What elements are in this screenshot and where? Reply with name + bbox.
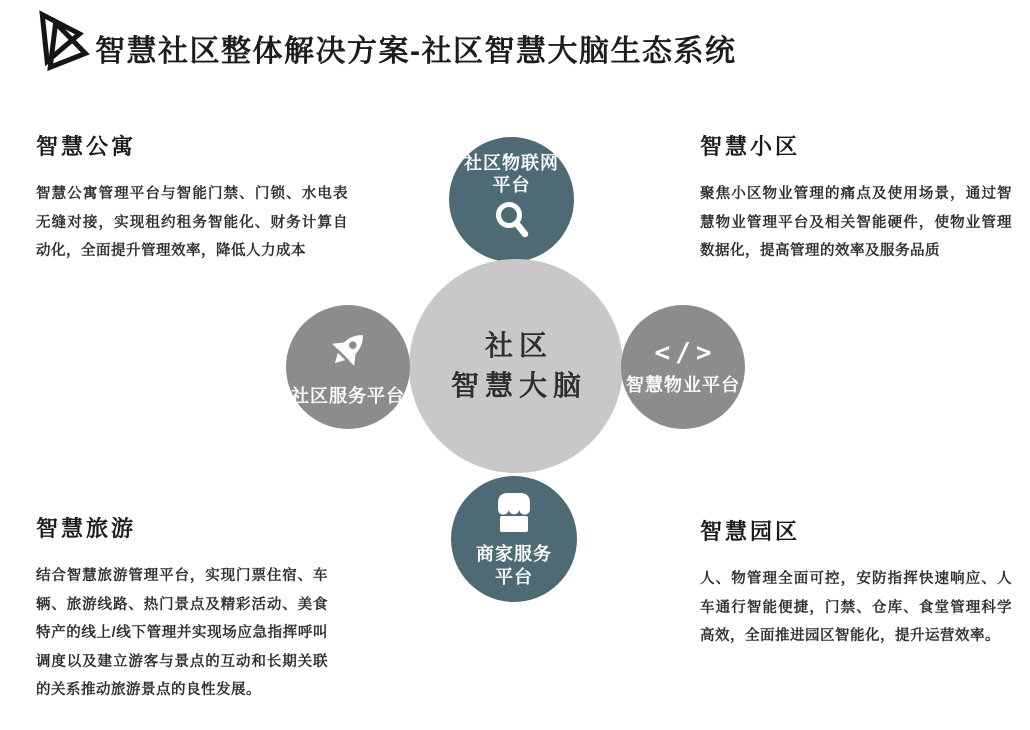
page-title: 智慧社区整体解决方案-社区智慧大脑生态系统 [95,35,737,68]
node-iot-label-line1: 社区物联网 [464,153,559,173]
section-tourism [36,512,328,705]
storefront-icon [490,490,538,539]
code-icon: </> [654,337,717,368]
magnifier-icon [492,200,532,247]
section-apartment-title: 智慧公寓 [36,134,137,159]
section-community-body: 聚焦小区物业管理的痛点及使用场景，通过智慧物业管理平台及相关智能硬件，使物业管理数据化，提高管理的效率及服务品质 [700,186,1012,259]
section-park-body: 人、物管理全面可控，安防指挥快速响应、人车通行智能便捷，门禁、仓库、食堂管理科学高效，全面推进园区智能化，提升运营效率。 [700,571,1012,644]
node-property-label: 智慧物业平台 [626,374,740,395]
section-park [700,515,1012,651]
node-merchant-platform [451,476,577,602]
section-tourism-body: 结合智慧旅游管理平台，实现门票住宿、车辆、旅游线路、热门景点及精彩活动、美食特产的线上/线下管理并实现场应急指挥呼叫调度以及建立游客与景点的互动和长期关联的关系推动旅游景点的良性发展。 [36,568,328,698]
node-property-platform [621,305,745,429]
section-community-title: 智慧小区 [700,134,801,159]
hub-label-line1: 社区 [484,330,553,361]
hub-label-line2: 智慧大脑 [450,370,587,401]
section-park-title: 智慧园区 [700,519,801,544]
node-iot-platform [449,137,574,262]
node-community-service-label: 社区服务平台 [291,386,405,406]
section-apartment-body: 智慧公寓管理平台与智能门禁、门锁、水电表无缝对接，实现租约租务智能化、财务计算自动化，全面提升管理效率，降低人力成本 [36,186,348,259]
node-merchant-label-line2: 平台 [495,566,533,587]
section-apartment [36,130,348,266]
node-community-service-platform [286,305,410,429]
node-iot-label-line2: 平台 [492,175,531,195]
hub-community-smart-brain [409,259,623,473]
section-tourism-title: 智慧旅游 [36,516,137,541]
node-merchant-label-line1: 商家服务 [476,543,552,564]
rocket-icon [322,326,374,381]
double-triangle-logo-icon [33,8,91,78]
section-community [700,130,1012,266]
